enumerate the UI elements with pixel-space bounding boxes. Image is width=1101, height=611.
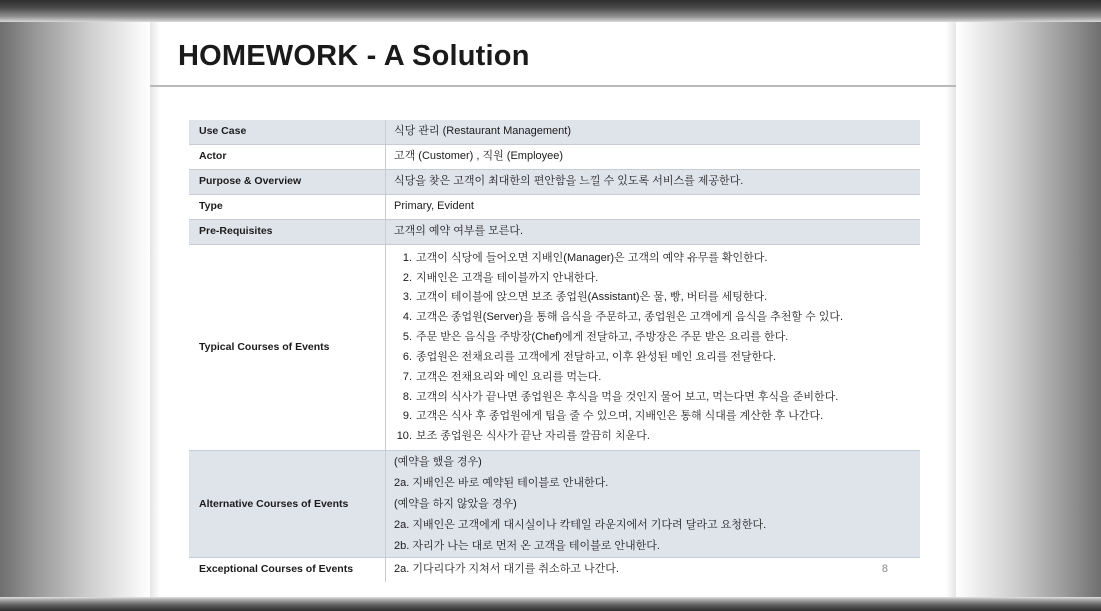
list-item: 지배인은 고객을 테이블까지 안내한다. xyxy=(416,271,599,284)
list-item: 고객의 식사가 끝나면 종업원은 후식을 먹을 것인지 물어 보고, 먹는다면 후식을 준비한다. xyxy=(416,390,839,403)
letterbox-right xyxy=(956,22,1101,597)
row-value-type: Primary, Evident xyxy=(386,194,921,219)
row-label-purpose: Purpose & Overview xyxy=(189,169,386,194)
slide-shadow-right xyxy=(946,22,956,597)
letterbox-top xyxy=(0,0,1101,22)
row-label-use-case: Use Case xyxy=(189,120,386,144)
table-row xyxy=(189,244,920,450)
list-item: 고객이 테이블에 앉으면 보조 종업원(Assistant)은 물, 빵, 버터를 세팅한다. xyxy=(416,291,768,304)
row-value-typical xyxy=(386,244,921,450)
row-value-purpose: 식당을 찾은 고객이 최대한의 편안함을 느낄 수 있도록 서비스를 제공한다. xyxy=(386,169,921,194)
page-number: 8 xyxy=(881,563,888,575)
table-row xyxy=(189,451,920,558)
row-label-prerequisites: Pre-Requisites xyxy=(189,219,386,244)
list-item: 고객이 식당에 들어오면 지배인(Manager)은 고객의 예약 유무를 확인한다. xyxy=(416,251,768,264)
page-title: HOMEWORK - A Solution xyxy=(178,40,530,72)
list-item: 보조 종업원은 식사가 끝난 자리를 깔끔히 치운다. xyxy=(416,430,650,443)
row-label-actor: Actor xyxy=(189,144,386,169)
list-item: 2a. 지배인은 바로 예약된 테이블로 안내한다. xyxy=(394,476,609,489)
list-item: 고객은 전채요리와 메인 요리를 먹는다. xyxy=(416,370,602,383)
row-label-exceptional: Exceptional Courses of Events xyxy=(189,558,386,582)
table-row xyxy=(189,558,920,582)
row-value-prerequisites: 고객의 예약 여부를 모른다. xyxy=(386,219,921,244)
row-label-typical: Typical Courses of Events xyxy=(189,244,386,450)
list-item: 종업원은 전채요리를 고객에게 전달하고, 이후 완성된 메인 요리를 전달한다. xyxy=(416,350,776,363)
use-case-table xyxy=(189,120,920,582)
list-item: 고객은 종업원(Server)을 통해 음식을 주문하고, 종업원은 고객에게 음식을 추천할 수 있다. xyxy=(416,311,844,324)
row-label-alternative: Alternative Courses of Events xyxy=(189,451,386,558)
slide-shadow-left xyxy=(150,22,160,597)
table-row xyxy=(189,169,920,194)
table-row xyxy=(189,144,920,169)
list-item: 2b. 자리가 나는 대로 먼저 온 고객을 테이블로 안내한다. xyxy=(394,539,660,552)
table-row xyxy=(189,120,920,144)
slide xyxy=(150,22,956,597)
letterbox-left xyxy=(0,22,150,597)
table-row xyxy=(189,219,920,244)
table-row xyxy=(189,194,920,219)
row-value-use-case: 식당 관리 (Restaurant Management) xyxy=(386,120,921,144)
row-value-alternative xyxy=(386,451,921,558)
list-item: (예약을 했을 경우) xyxy=(394,456,482,469)
typical-steps-list xyxy=(394,251,912,444)
title-divider xyxy=(150,85,956,87)
list-item: 고객은 식사 후 종업원에게 팁을 줄 수 있으며, 지배인은 통해 식대를 계산한 후 나간다. xyxy=(416,410,824,423)
list-item: (예약을 하지 않았을 경우) xyxy=(394,497,517,510)
row-value-exceptional: 2a. 기다리다가 지쳐서 대기를 취소하고 나간다. xyxy=(386,558,921,582)
list-item: 주문 받은 음식을 주방장(Chef)에게 전달하고, 주방장은 주문 받은 요리를 한다. xyxy=(416,331,789,344)
alternative-lines xyxy=(394,455,912,553)
letterbox-bottom xyxy=(0,597,1101,611)
list-item: 2a. 지배인은 고객에게 대시실이나 칵테일 라운지에서 기다려 달라고 요청한다. xyxy=(394,518,767,531)
row-label-type: Type xyxy=(189,194,386,219)
row-value-actor: 고객 (Customer) , 직원 (Employee) xyxy=(386,144,921,169)
